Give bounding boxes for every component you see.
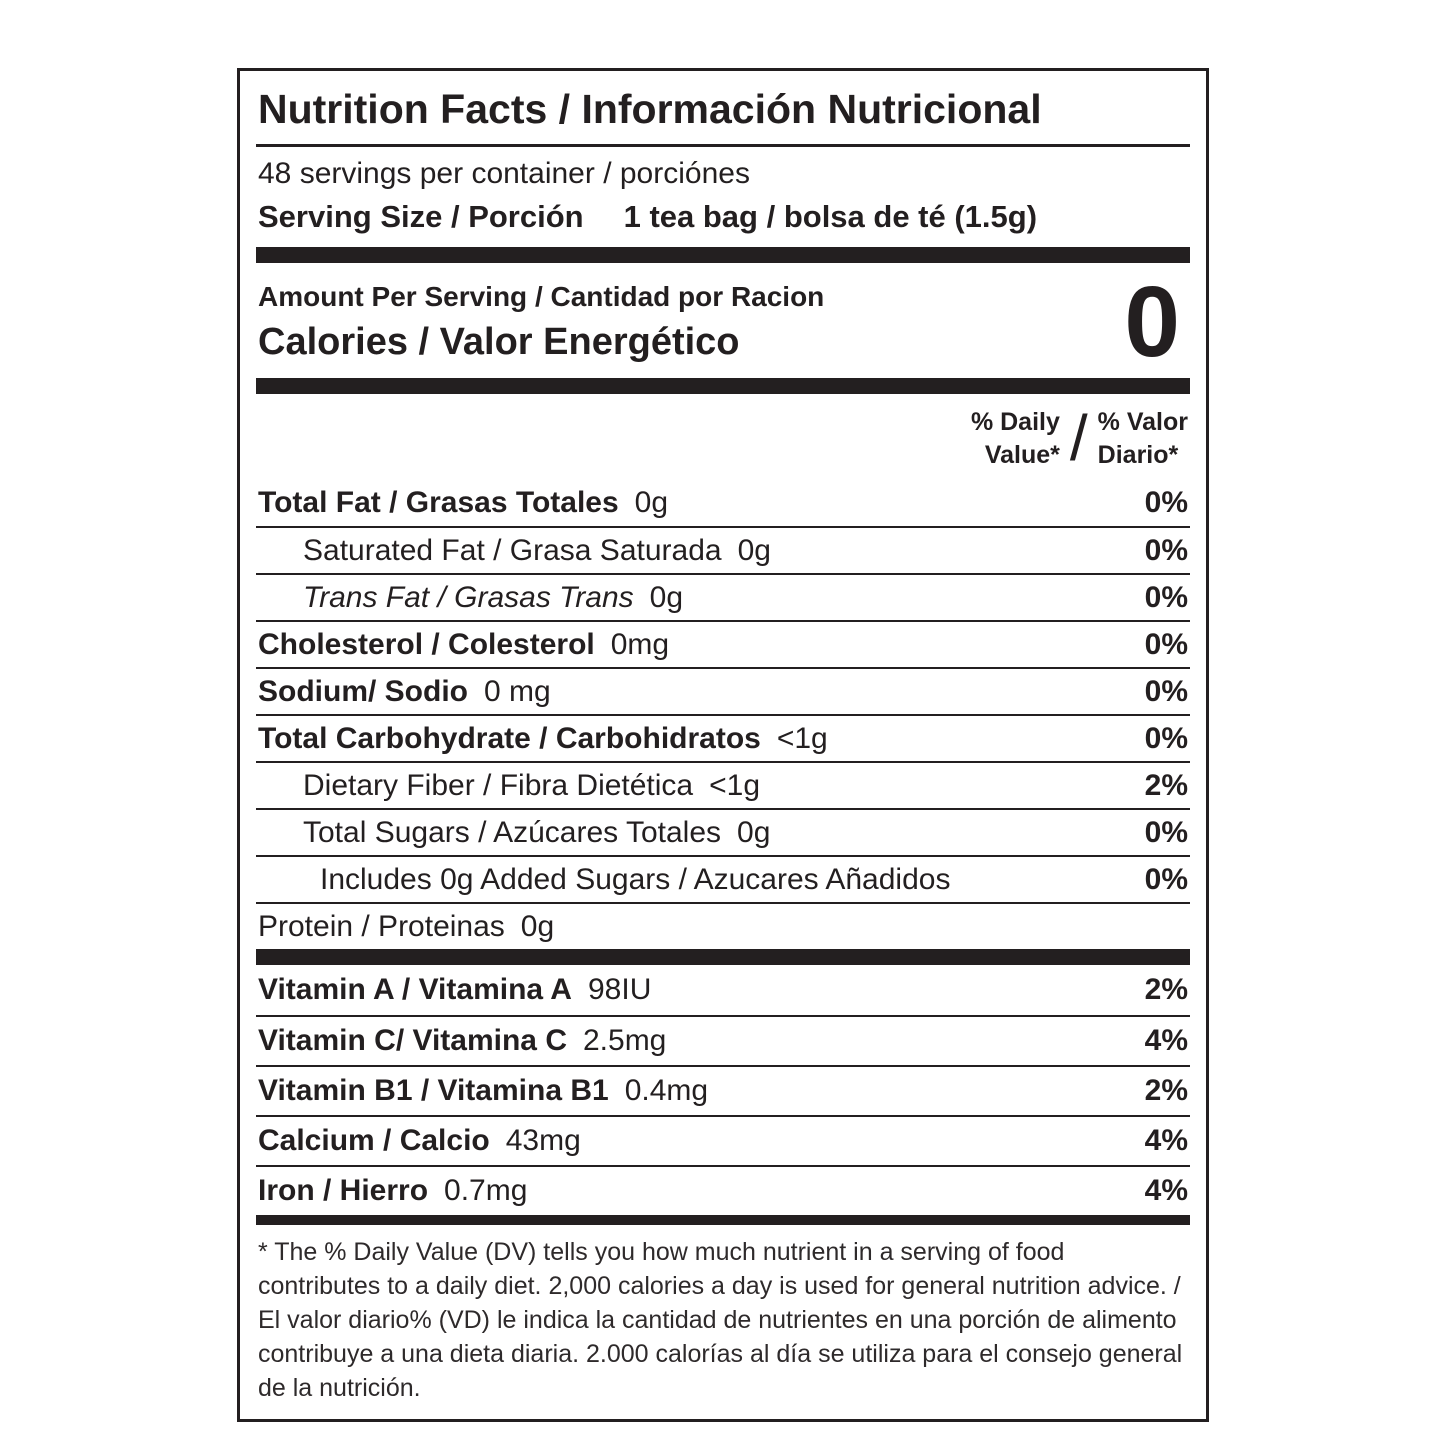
slash-divider: / [1069, 402, 1088, 475]
nutrient-amount: <1g [709, 768, 761, 802]
calories-labels [258, 281, 824, 364]
daily-value-header-es [1098, 406, 1188, 471]
nutrient-row [256, 573, 1190, 620]
calories-label: Calories / Valor Energético [258, 321, 740, 364]
nutrient-row [256, 855, 1190, 902]
nutrient-amount: 0.4mg [624, 1074, 709, 1108]
nutrient-amount: 0g [737, 815, 771, 849]
nutrient-name-cell [258, 486, 668, 520]
nutrient-name-cell [258, 722, 828, 756]
nutrient-amount: <1g [776, 721, 828, 755]
calories-value: 0 [1124, 266, 1180, 379]
nutrient-name-cell [258, 816, 770, 850]
serving-size-label: Serving Size / Porción [258, 199, 584, 235]
nutrient-name: Total Sugars / Azúcares Totales [303, 815, 722, 849]
servings-per-container: 48 servings per container / porciónes [258, 157, 750, 191]
nutrient-amount: 0g [649, 580, 684, 614]
nutrient-row [256, 714, 1190, 761]
nutrient-name: Protein / Proteinas [258, 909, 505, 943]
nutrient-name-cell [258, 769, 760, 803]
daily-value-header-en [971, 406, 1060, 471]
amount-per-serving-label: Amount Per Serving / Cantidad por Racion [258, 281, 825, 313]
nutrient-name: Trans Fat / Grasas Trans [303, 580, 634, 614]
nutrient-row [256, 1165, 1190, 1215]
nutrient-name-cell [258, 1174, 527, 1208]
nutrient-amount: 2.5mg [582, 1024, 667, 1058]
daily-value-header-es-line2: Diario* [1097, 440, 1179, 469]
nutrition-facts-label [237, 68, 1209, 1422]
nutrient-amount: 0g [634, 485, 669, 519]
daily-value-header-es-line1: % Valor [1097, 408, 1188, 437]
nutrient-name-cell [258, 534, 771, 568]
nutrient-name: Total Fat / Grasas Totales [258, 485, 619, 519]
daily-value-percent: 4% [1144, 1024, 1188, 1058]
nutrient-name-cell [258, 675, 551, 709]
nutrient-name: Vitamin C/ Vitamina C [258, 1024, 567, 1058]
nutrient-name: Iron / Hierro [258, 1174, 429, 1208]
nutrient-amount: 0g [737, 533, 771, 567]
nutrient-name: Total Carbohydrate / Carbohidratos [258, 721, 761, 755]
nutrient-name-cell [258, 581, 683, 615]
nutrient-name-cell [258, 973, 651, 1007]
label-title: Nutrition Facts / Información Nutricional [258, 86, 1042, 132]
daily-value-percent: 2% [1144, 973, 1188, 1007]
nutrient-row [256, 761, 1190, 808]
nutrient-name-cell [258, 1074, 708, 1108]
daily-value-percent: 4% [1144, 1124, 1188, 1158]
nutrient-amount: 0.7mg [444, 1174, 528, 1208]
daily-value-percent: 0% [1144, 674, 1188, 708]
nutrient-name: Cholesterol / Colesterol [258, 627, 595, 661]
daily-value-percent: 0% [1144, 533, 1188, 567]
nutrient-row [256, 902, 1190, 949]
vitamin-rows [256, 965, 1190, 1215]
daily-value-percent: 0% [1144, 815, 1188, 849]
nutrient-row [256, 479, 1190, 526]
daily-value-header-en-line2: Value* [984, 440, 1060, 469]
daily-value-percent: 2% [1144, 768, 1188, 802]
nutrient-name-cell [258, 628, 669, 662]
daily-value-header [256, 394, 1190, 479]
thick-separator-bar [256, 949, 1190, 965]
calories-section [256, 263, 1190, 378]
daily-value-footnote: * The % Daily Value (DV) tells you how much nutrient in a serving of food contributes to a daily diet. 2,000 calories a day is used for general nutrition advice. / El valor diario% (VD) le indica la cantidad de nutrientes en una porción de alimento contribuye a una dieta diaria. 2.000 calorías al día se utiliza para el consejo general de la nutrición. [258, 1238, 1183, 1403]
nutrient-amount: 0g [520, 909, 555, 943]
nutrient-row [256, 965, 1190, 1015]
nutrient-amount: 98IU [587, 973, 652, 1007]
nutrient-name-cell [258, 910, 554, 944]
nutrient-name: Sodium/ Sodio [258, 674, 468, 708]
nutrient-name: Dietary Fiber / Fibra Dietética [303, 768, 694, 802]
daily-value-header-en-line1: % Daily [970, 408, 1060, 437]
daily-value-percent: 0% [1144, 862, 1188, 896]
daily-value-percent: 2% [1144, 1074, 1188, 1108]
daily-value-percent: 0% [1144, 721, 1188, 755]
nutrient-name: Saturated Fat / Grasa Saturada [303, 533, 722, 567]
nutrient-row [256, 1065, 1190, 1115]
nutrient-amount: 0 mg [484, 674, 551, 708]
nutrient-name: Vitamin A / Vitamina A [258, 973, 572, 1007]
thick-separator-bar [256, 247, 1190, 263]
nutrient-name-cell [258, 1124, 581, 1158]
nutrient-amount: 0mg [610, 627, 670, 661]
nutrient-row [256, 667, 1190, 714]
nutrient-rows [256, 479, 1190, 949]
serving-size-row [256, 195, 1190, 247]
nutrient-row [256, 1015, 1190, 1065]
daily-value-percent: 0% [1144, 627, 1188, 661]
nutrient-name-cell [258, 863, 950, 897]
nutrient-row [256, 620, 1190, 667]
thin-separator-bar [256, 1215, 1190, 1225]
nutrient-name: Includes 0g Added Sugars / Azucares Añadidos [320, 862, 951, 896]
nutrient-name-cell [258, 1024, 666, 1058]
nutrient-name: Calcium / Calcio [258, 1124, 490, 1158]
nutrient-name: Vitamin B1 / Vitamina B1 [258, 1074, 609, 1108]
daily-value-percent: 0% [1144, 580, 1188, 614]
nutrient-row [256, 1115, 1190, 1165]
daily-value-percent: 0% [1144, 485, 1188, 519]
nutrient-amount: 43mg [505, 1124, 581, 1158]
serving-size-value: 1 tea bag / bolsa de té (1.5g) [623, 199, 1038, 235]
nutrient-row [256, 808, 1190, 855]
thick-separator-bar [256, 378, 1190, 394]
nutrient-row [256, 526, 1190, 573]
daily-value-percent: 4% [1144, 1174, 1188, 1208]
